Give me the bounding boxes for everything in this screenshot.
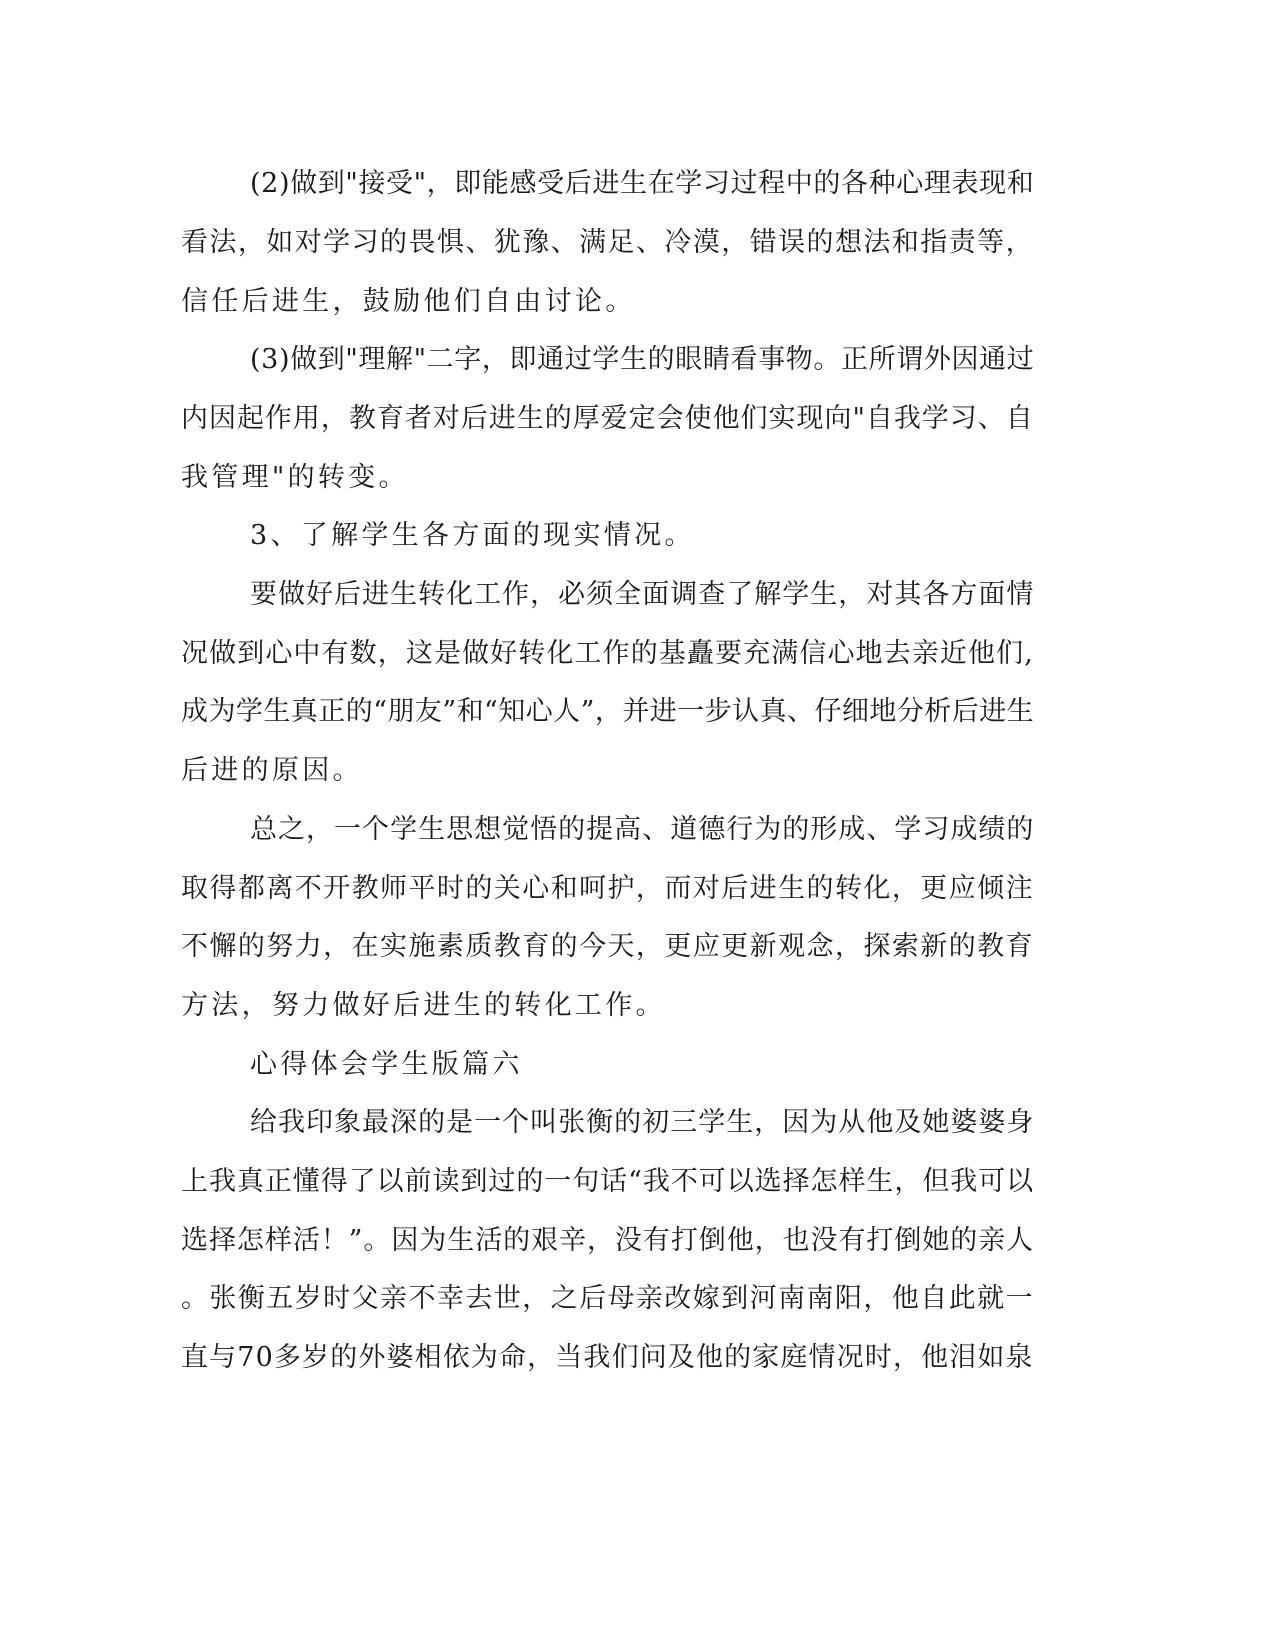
section-heading: 心得体会学生版篇六 [250,1049,523,1080]
text-line: 成为学生真正的“朋友”和“知心人”，并进一步认真、仔细地分析后进生 [181,696,1035,727]
text-line: 看法，如对学习的畏惧、犹豫、满足、冷漠，错误的想法和指责等， [181,227,1034,258]
text-line: 取得都离不开教师平时的关心和呵护，而对后进生的转化，更应倾注 [181,873,1034,904]
text-line: 不懈的努力，在实施素质教育的今天，更应更新观念，探索新的教育 [181,931,1034,962]
text-line: 况做到心中有数，这是做好转化工作的基矗要充满信心地去亲近他们, [181,638,1034,669]
text-line: (2)做到"接受"，即能感受后进生在学习过程中的各种心理表现和 [250,168,1035,199]
text-line: 3、了解学生各方面的现实情况。 [250,520,695,551]
text-line: (3)做到"理解"二字，即通过学生的眼睛看事物。正所谓外因通过 [250,344,1035,375]
text-line: 方法，努力做好后进生的转化工作。 [181,990,666,1021]
text-line: 上我真正懂得了以前读到过的一句话“我不可以选择怎样生，但我可以 [181,1166,1035,1197]
text-line: 直与70多岁的外婆相依为命，当我们问及他的家庭情况时，他泪如泉 [181,1342,1034,1373]
text-line: 我管理"的转变。 [181,462,409,493]
text-line: 要做好后进生转化工作，必须全面调查了解学生，对其各方面情 [250,579,1035,610]
text-line: 后进的原因。 [181,755,363,786]
text-line: 选择怎样活！”。因为生活的艰辛，没有打倒他，也没有打倒她的亲人 [181,1225,1035,1256]
text-line: 给我印象最深的是一个叫张衡的初三学生，因为从他及她婆婆身 [250,1107,1035,1138]
text-line: 总之，一个学生思想觉悟的提高、道德行为的形成、学习成绩的 [250,814,1035,845]
text-line: 。张衡五岁时父亲不幸去世，之后母亲改嫁到河南南阳，他自此就一 [181,1283,1034,1314]
text-line: 信任后进生，鼓励他们自由讨论。 [181,286,636,317]
text-line: 内因起作用，教育者对后进生的厚爱定会使他们实现向"自我学习、自 [181,403,1034,434]
